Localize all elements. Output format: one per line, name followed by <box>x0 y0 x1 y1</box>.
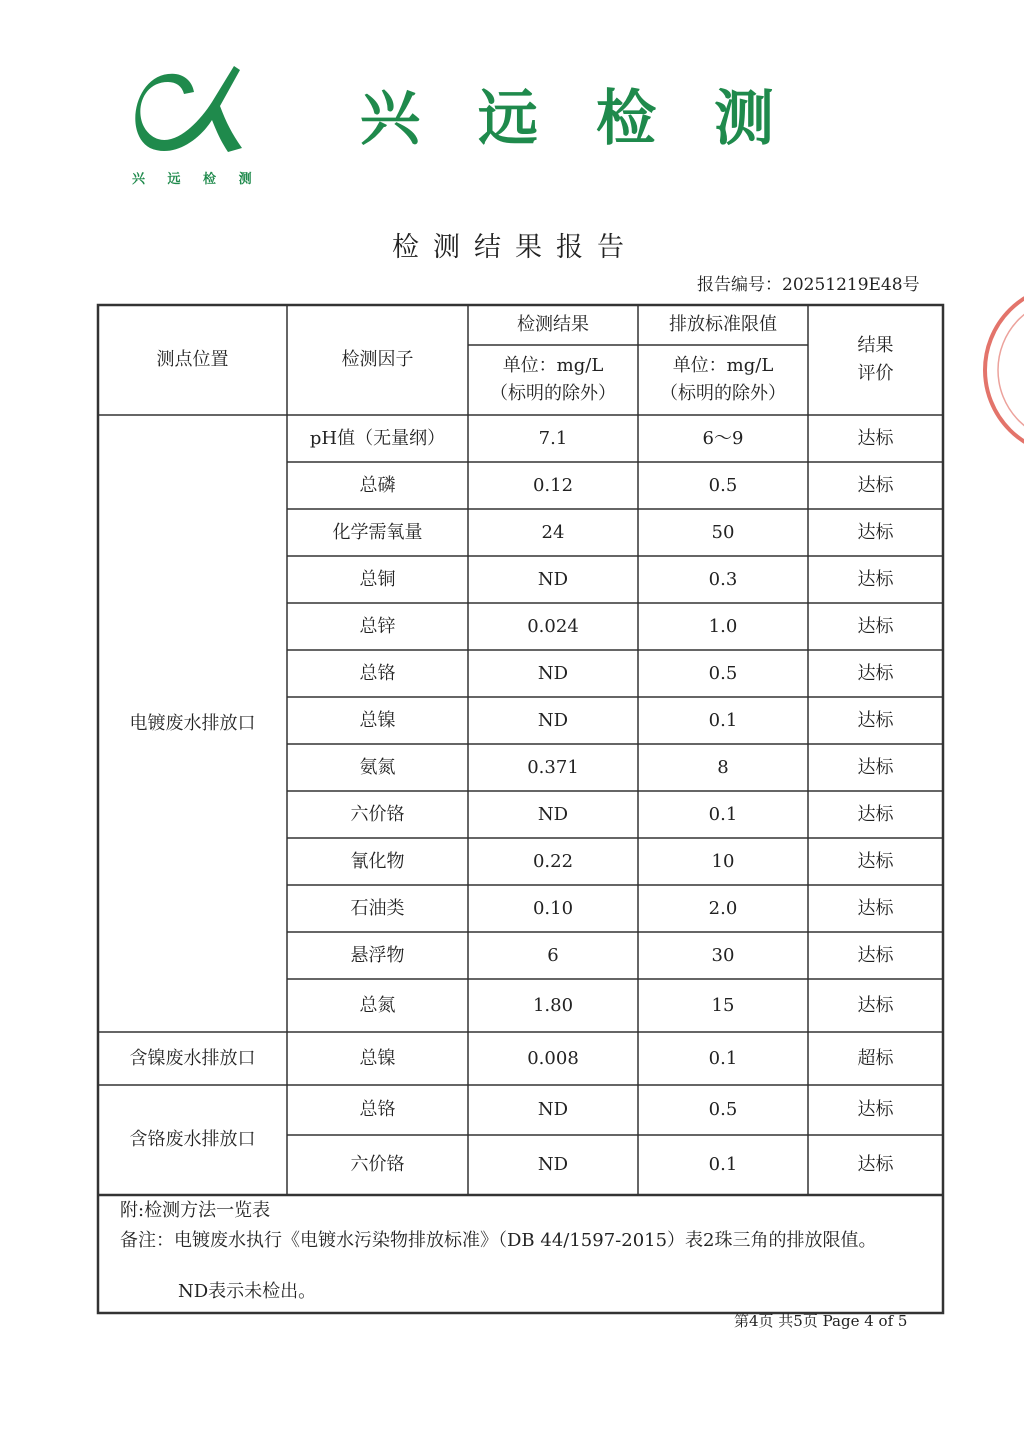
limit-cell: 0.5 <box>708 474 738 496</box>
evaluation-cell: 达标 <box>857 994 894 1016</box>
evaluation-cell: 达标 <box>857 850 894 872</box>
brand-name: 兴远检测 <box>360 84 832 154</box>
result-cell: 0.024 <box>527 615 579 637</box>
page-footer: 第4页 共5页 Page 4 of 5 <box>734 1312 908 1330</box>
result-cell: ND <box>537 709 569 731</box>
header-result-unit-text: 单位：mg/L <box>502 355 604 376</box>
header-limit: 排放标准限值 <box>669 314 777 335</box>
result-cell: 0.008 <box>527 1047 579 1069</box>
result-cell: ND <box>537 662 569 684</box>
location-cell: 含铬废水排放口 <box>129 1129 256 1150</box>
factor-cell: 总锌 <box>359 615 396 637</box>
evaluation-cell: 达标 <box>857 662 894 684</box>
limit-cell: 30 <box>711 944 735 966</box>
logo-caption: 兴 远 检 测 <box>132 172 261 187</box>
nd-note: ND表示未检出。 <box>178 1281 317 1302</box>
result-cell: ND <box>537 568 569 590</box>
result-cell: 7.1 <box>538 427 568 449</box>
evaluation-cell: 达标 <box>857 709 894 731</box>
result-cell: 0.371 <box>527 756 579 778</box>
red-seal-stamp <box>970 270 1024 470</box>
report-number: 报告编号：20251219E48号 <box>697 275 920 295</box>
header-location: 测点位置 <box>156 349 229 370</box>
result-cell: ND <box>537 1099 569 1120</box>
header-limit-note-text: （标明的除外） <box>660 383 786 404</box>
limit-cell: 8 <box>717 756 729 778</box>
limit-cell: 0.5 <box>708 662 738 684</box>
remark-note: 备注：电镀废水执行《电镀水污染物排放标准》（DB 44/1597-2015）表2珠三角的排放限值。 <box>120 1230 877 1251</box>
factor-cell: 总氮 <box>359 994 396 1016</box>
evaluation-cell: 达标 <box>857 474 894 496</box>
header-limit-unit-text: 单位：mg/L <box>672 355 774 376</box>
factor-cell: 石油类 <box>350 897 405 919</box>
factor-cell: 六价铬 <box>350 1154 405 1175</box>
limit-cell: 2.0 <box>708 897 738 919</box>
location-cell: 含镍废水排放口 <box>129 1047 256 1069</box>
limit-cell: 15 <box>711 994 735 1016</box>
result-cell: 6 <box>547 944 559 966</box>
header-result-note-text: （标明的除外） <box>490 383 616 404</box>
evaluation-cell: 达标 <box>857 1099 894 1120</box>
header-limit-unit <box>638 345 808 415</box>
evaluation-cell: 达标 <box>857 427 894 449</box>
evaluation-cell: 达标 <box>857 521 894 543</box>
limit-cell: 0.1 <box>708 709 738 731</box>
result-cell: 0.22 <box>532 850 574 872</box>
header-factor: 检测因子 <box>341 349 414 370</box>
factor-cell: 总磷 <box>359 474 396 496</box>
factor-cell: 总铜 <box>359 568 396 590</box>
evaluation-cell: 达标 <box>857 803 894 825</box>
header-eval-line1: 结果 <box>857 335 894 356</box>
result-cell: 1.80 <box>532 994 574 1016</box>
result-cell: 0.10 <box>532 897 574 919</box>
limit-cell: 50 <box>711 521 735 543</box>
evaluation-cell: 达标 <box>857 568 894 590</box>
factor-cell: 总铬 <box>359 662 396 684</box>
factor-cell: 氰化物 <box>350 850 405 872</box>
result-cell: 24 <box>541 521 565 543</box>
result-cell: ND <box>537 1154 569 1175</box>
limit-cell: 1.0 <box>708 615 738 637</box>
factor-cell: 总铬 <box>359 1099 396 1120</box>
limit-cell: 10 <box>711 850 735 872</box>
factor-cell: 六价铬 <box>350 803 405 825</box>
factor-cell: 化学需氧量 <box>332 521 423 543</box>
header-result-unit <box>468 345 638 415</box>
limit-cell: 6～9 <box>702 427 744 449</box>
company-logo <box>128 62 244 158</box>
factor-cell: 总镍 <box>359 709 396 731</box>
result-cell: 0.12 <box>532 474 574 496</box>
evaluation-cell: 超标 <box>857 1047 894 1069</box>
limit-cell: 0.1 <box>708 1047 738 1069</box>
report-title: 检测结果报告 <box>392 232 638 263</box>
evaluation-cell: 达标 <box>857 756 894 778</box>
limit-cell: 0.3 <box>708 568 738 590</box>
factor-cell: 悬浮物 <box>350 944 405 966</box>
evaluation-cell: 达标 <box>857 1154 894 1175</box>
factor-cell: 总镍 <box>359 1047 396 1069</box>
evaluation-cell: 达标 <box>857 897 894 919</box>
evaluation-cell: 达标 <box>857 944 894 966</box>
limit-cell: 0.1 <box>708 1154 738 1175</box>
header-evaluation <box>808 305 943 415</box>
header-result: 检测结果 <box>517 314 589 335</box>
factor-cell: pH值（无量纲） <box>309 427 446 449</box>
limit-cell: 0.5 <box>708 1099 738 1120</box>
location-cell: 电镀废水排放口 <box>129 712 256 734</box>
factor-cell: 氨氮 <box>359 756 396 778</box>
evaluation-cell: 达标 <box>857 615 894 637</box>
limit-cell: 0.1 <box>708 803 738 825</box>
header-eval-line2: 评价 <box>857 363 894 384</box>
result-cell: ND <box>537 803 569 825</box>
appendix-note: 附:检测方法一览表 <box>120 1200 271 1221</box>
